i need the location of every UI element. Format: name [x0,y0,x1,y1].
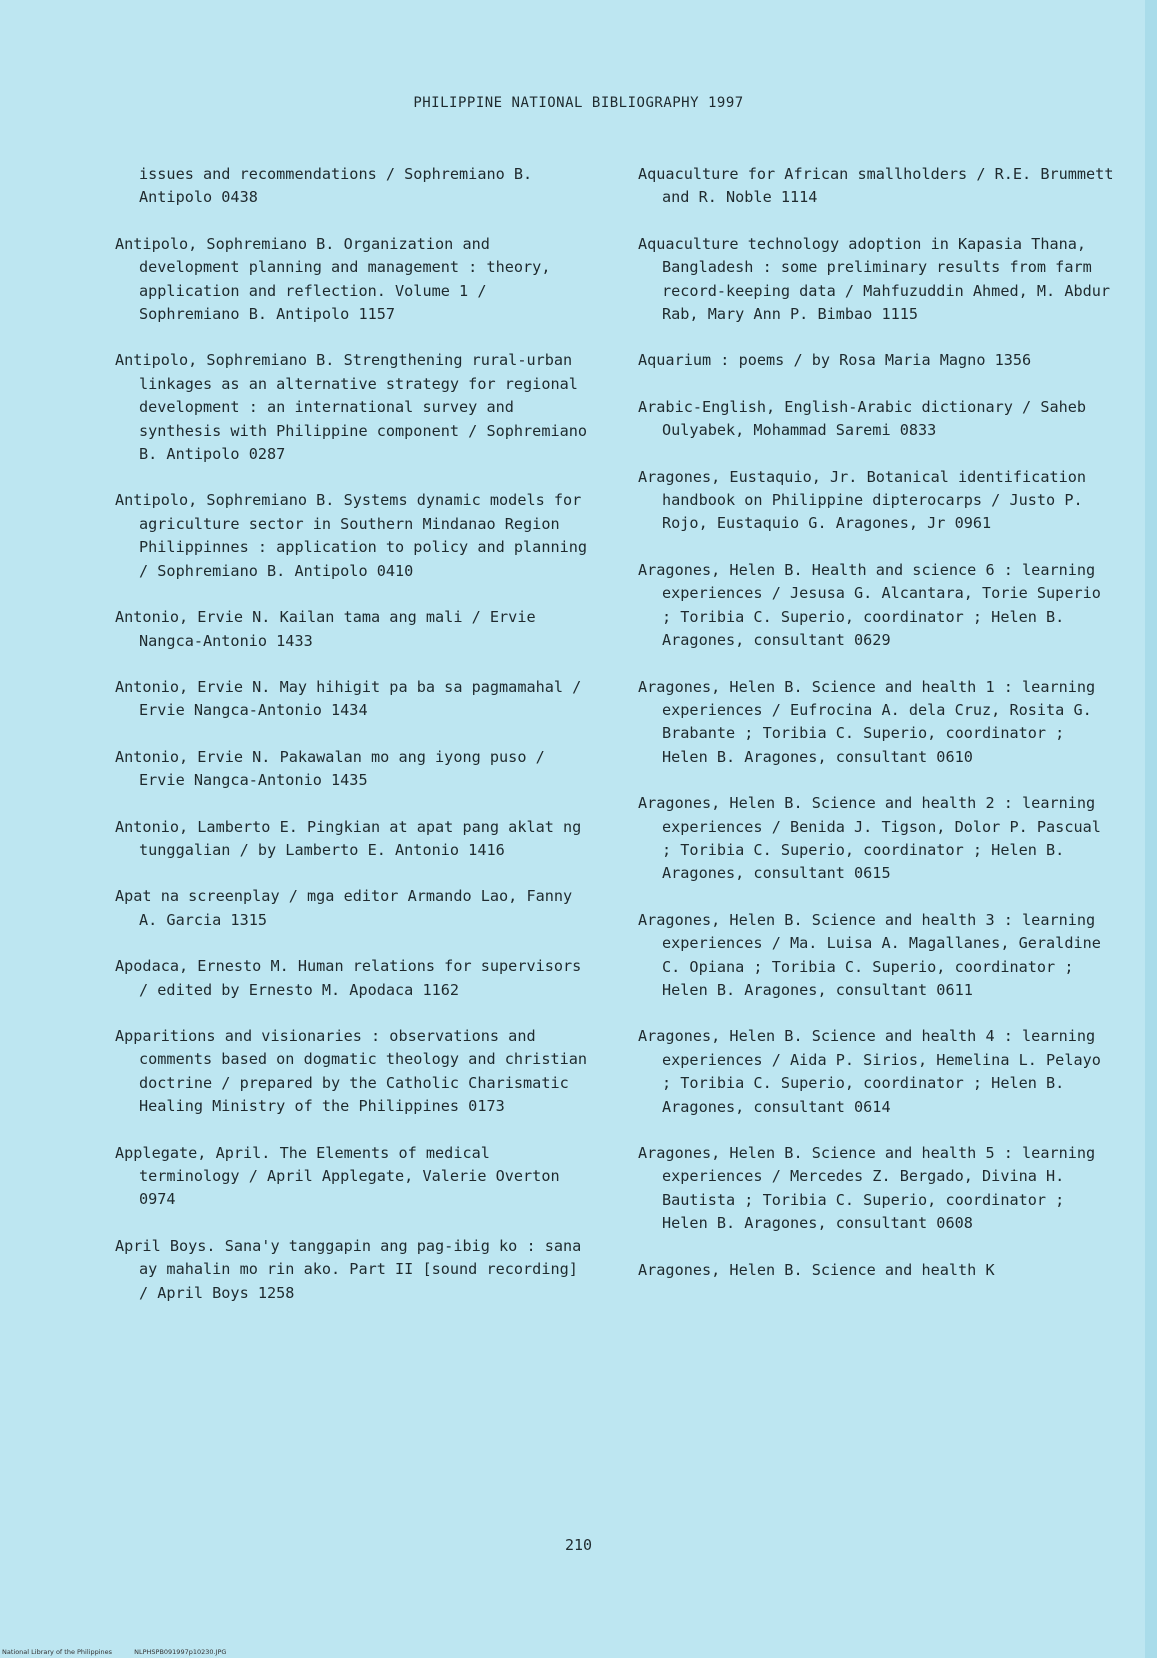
bibliography-entry: Antipolo, Sophremiano B. Systems dynamic models for agriculture sector in Southern Mindanao Region Philippinnes : application to policy and planning / Sophremiano B. Antipolo 0410 [115,491,588,580]
bibliography-entry: Aragones, Helen B. Science and health 4 : learning experiences / Aida P. Sirios, Hemelina L. Pelayo ; Toribia C. Superio, coordinator ; Helen B. Aragones, consultant 0614 [638,1027,1101,1116]
bibliography-entry: Antipolo, Sophremiano B. Organization and development planning and management : theory, application and reflection. Volume 1 / Sophremiano B. Antipolo 1157 [115,234,551,324]
footer-library: National Library of the Philippines [2,1648,113,1656]
footer-file: NLPHSPB091997p10230.JPG [134,1648,227,1656]
bibliography-entry: Aragones, Helen B. Health and science 6 : learning experiences / Jesusa G. Alcantara, Torie Superio ; Toribia C. Superio, coordinator ; Helen B. Aragones, consultant 0629 [638,560,1101,650]
bibliography-entry: Aquaculture for African smallholders / R.E. Brummett and R. Noble 1114 [638,165,1114,207]
bibliography-entry: Applegate, April. The Elements of medical terminology / April Applegate, Valerie Overton 0974 [115,1143,560,1209]
bibliography-entry: Aquarium : poems / by Rosa Maria Magno 1356 [638,351,1032,370]
bibliography-entry: Aragones, Helen B. Science and health 2 : learning experiences / Benida J. Tigson, Dolor P. Pascual ; Toribia C. Superio, coordinator ; Helen B. Aragones, consultant 0615 [638,794,1101,883]
bibliography-entry: Aragones, Helen B. Science and health K [638,1260,995,1279]
bibliography-entry: Antonio, Ervie N. Kailan tama ang mali / Ervie Nangca-Antonio 1433 [115,608,536,650]
bibliography-entry: April Boys. Sana'y tanggapin ang pag-ibig ko : sana ay mahalin mo rin ako. Part II [sound recording] / April Boys 1258 [115,1236,582,1302]
bibliography-entry: Apat na screenplay / mga editor Armando Lao, Fanny A. Garcia 1315 [115,887,573,929]
bibliography-entry: Apodaca, Ernesto M. Human relations for supervisors / edited by Ernesto M. Apodaca 1162 [115,957,582,999]
scan-footer [2,1648,246,1656]
page-header: PHILIPPINE NATIONAL BIBLIOGRAPHY 1997 [413,95,744,111]
page-edge [1145,0,1157,1658]
bibliography-entry: Antonio, Lamberto E. Pingkian at apat pang aklat ng tunggalian / by Lamberto E. Antonio 1416 [115,817,582,859]
bibliography-entry: Apparitions and visionaries : observations and comments based on dogmatic theology and christian doctrine / prepared by the Catholic Charismatic Healing Ministry of the Philippines 0173 [115,1026,588,1116]
bibliography-entry: Aquaculture technology adoption in Kapasia Thana, Bangladesh : some preliminary results from farm record-keeping data / Mahfuzuddin Ahmed, M. Abdur Rab, Mary Ann P. Bimbao 1115 [638,234,1111,324]
bibliography-entry: Antonio, Ervie N. Pakawalan mo ang iyong puso / Ervie Nangca-Antonio 1435 [115,747,545,790]
bibliography-entry: Aragones, Helen B. Science and health 1 : learning experiences / Eufrocina A. dela Cruz, Rosita G. Brabante ; Toribia C. Superio, coordinator ; Helen B. Aragones, consultant 0610 [638,677,1096,766]
bibliography-entry: Aragones, Helen B. Science and health 5 : learning experiences / Mercedes Z. Bergado, Divina H. Bautista ; Toribia C. Superio, coordinator ; Helen B. Aragones, consultant 0608 [638,1144,1096,1233]
page-number: 210 [564,1536,593,1554]
bibliography-entry: Antonio, Ervie N. May hihigit pa ba sa pagmamahal / Ervie Nangca-Antonio 1434 [115,677,582,720]
bibliography-entry: Antipolo, Sophremiano B. Strengthening rural-urban linkages as an alternative strategy for regional development : an international survey and synthesis with Philippine component / Sophremiano B. Antipolo 0287 [115,351,588,464]
bibliography-entry: Arabic-English, English-Arabic dictionary / Saheb Oulyabek, Mohammad Saremi 0833 [638,397,1087,440]
bibliography-entry: Aragones, Eustaquio, Jr. Botanical identification handbook on Philippine dipterocarps / Justo P. Rojo, Eustaquio G. Aragones, Jr 0961 [638,467,1087,533]
bibliography-entry: Aragones, Helen B. Science and health 3 : learning experiences / Ma. Luisa A. Magallanes, Geraldine C. Opiana ; Toribia C. Superio, coordinator ; Helen B. Aragones, consultant 0611 [638,910,1101,999]
right-column [638,163,1118,1305]
bibliography-entry: issues and recommendations / Sophremiano B. Antipolo 0438 [139,165,533,207]
left-column [115,163,595,1328]
